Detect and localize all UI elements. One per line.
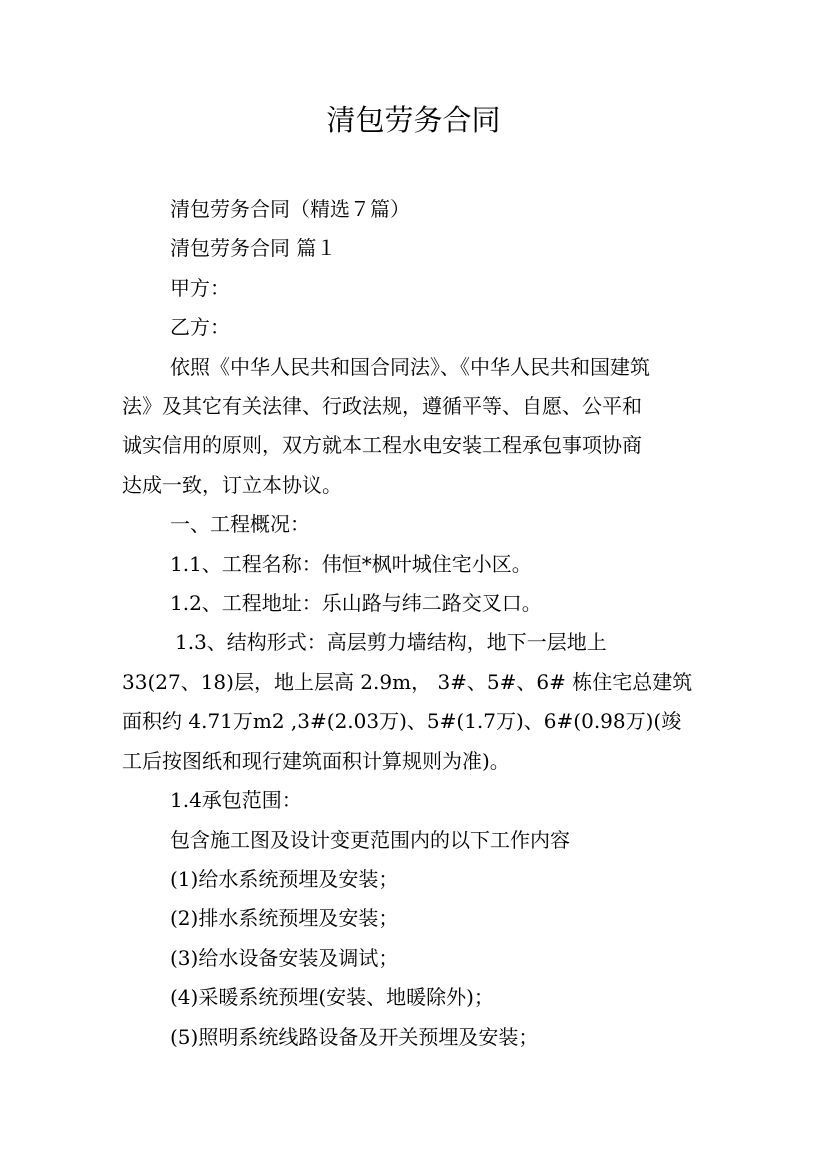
clause-1-2: 1.2、工程地址：乐山路与纬二路交叉口。: [170, 591, 542, 616]
clause-1-3-line: 工后按图纸和现行建筑面积计算规则为准)。: [122, 748, 510, 773]
scope-item: (3)给水设备安装及调试；: [170, 945, 399, 970]
clause-1-3-line: 33(27、18)层，地上层高 2.9m， 3#、5#、6# 栋住宅总建筑: [122, 669, 693, 694]
scope-item: (5)照明系统线路设备及开关预埋及安装；: [170, 1024, 539, 1049]
party-b-label: 乙方：: [170, 315, 230, 340]
preamble-line: 诚实信用的原则，双方就本工程水电安装工程承包事项协商: [122, 433, 642, 458]
clause-1-3-line: 1.3、结构形式：高层剪力墙结构，地下一层地上: [175, 630, 607, 655]
document-title: 清包劳务合同: [326, 103, 501, 137]
section-heading: 清包劳务合同 篇１: [170, 236, 337, 261]
clause-1-4: 1.4承包范围：: [170, 788, 302, 813]
party-a-label: 甲方：: [170, 275, 230, 300]
clause-1-1: 1.1、工程名称：伟恒*枫叶城住宅小区。: [170, 551, 532, 576]
section-one-heading: 一、工程概况：: [170, 512, 310, 537]
scope-item: (4)采暖系统预埋(安装、地暖除外)；: [170, 985, 494, 1010]
clause-1-3-line: 面积约 4.71万m2 ,3#(2.03万)、5#(1.7万)、6#(0.98万)(竣: [122, 709, 682, 734]
preamble-line: 法》及其它有关法律、行政法规，遵循平等、自愿、公平和: [122, 394, 642, 419]
document-body: [122, 190, 706, 1057]
document-subtitle: 清包劳务合同（精选７篇）: [170, 197, 410, 221]
preamble-line: 依照《中华人民共和国合同法》、《中华人民共和国建筑: [170, 354, 650, 379]
scope-item: (1)给水系统预埋及安装；: [170, 866, 399, 891]
scope-intro: 包含施工图及设计变更范围内的以下工作内容: [170, 827, 570, 852]
scope-item: (2)排水系统预埋及安装；: [170, 906, 399, 931]
preamble-line: 达成一致，订立本协议。: [122, 472, 342, 497]
